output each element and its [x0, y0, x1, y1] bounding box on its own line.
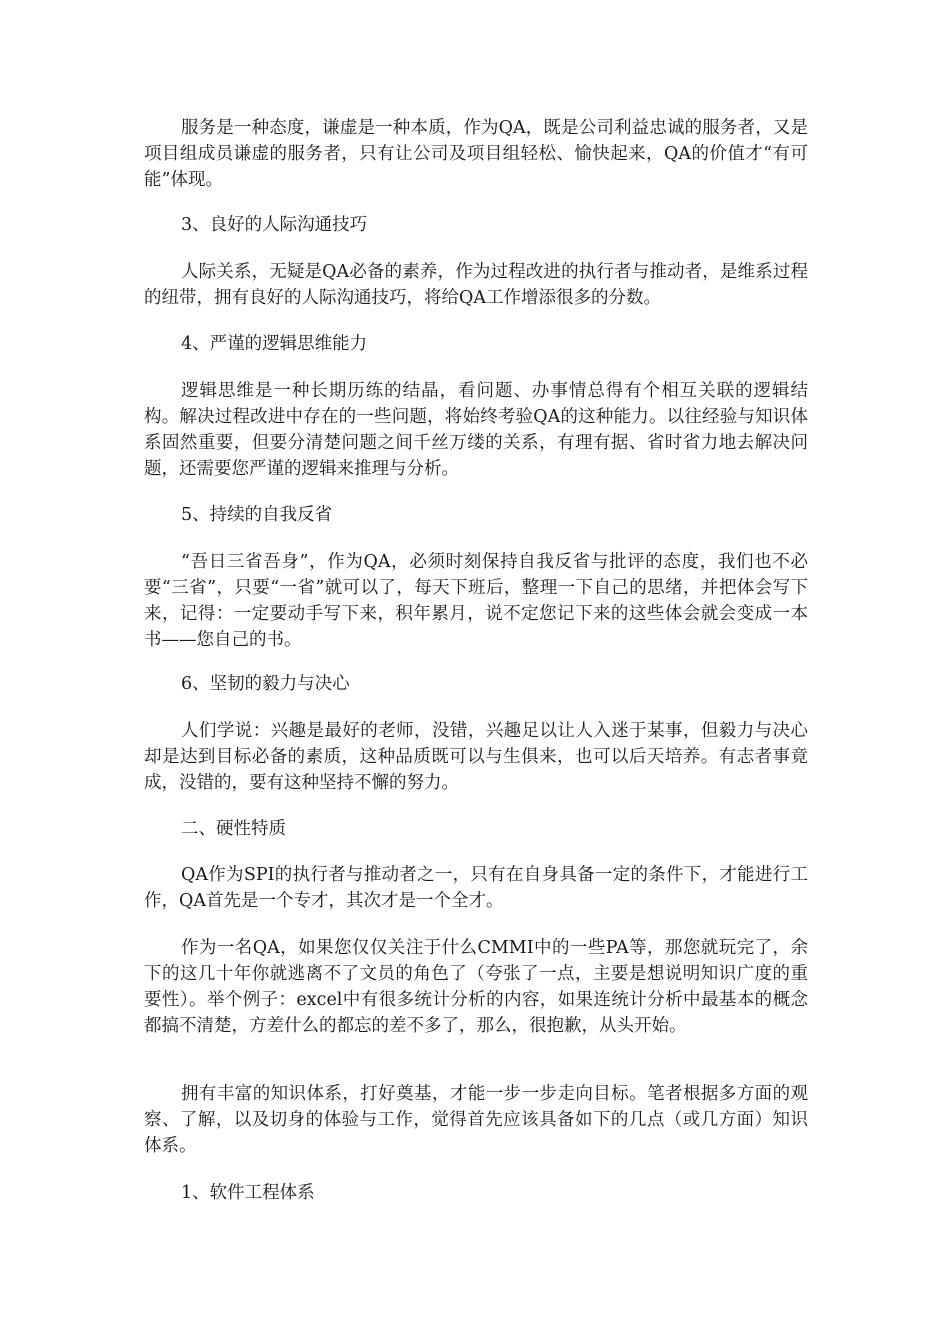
paragraph-perseverance: 人们学说：兴趣是最好的老师，没错，兴趣足以让人入迷于某事，但毅力与决心却是达到目标必备的素质，这种品质既可以与生俱来，也可以后天培养。有志者事竟成，没错的，要有这种坚持不懈的努力。	[144, 721, 808, 793]
paragraph-service-attitude: 服务是一种态度，谦虚是一种本质，作为QA，既是公司利益忠诚的服务者，又是项目组成员谦虚的服务者，只有让公司及项目组轻松、愉快起来，QA的价值才“有可能”体现。	[144, 118, 808, 190]
paragraph-knowledge-breadth: 作为一名QA，如果您仅仅关注于什么CMMI中的一些PA等，那您就玩完了，余下的这几十年你就逃离不了文员的角色了（夸张了一点，主要是想说明知识广度的重要性）。举个例子：excel中有很多统计分析的内容，如果连统计分析中最基本的概念都搞不清楚，方差什么的都忘的差不多了，那么，很抱歉，从头开始。	[144, 938, 808, 1036]
heading-hard-qualities: 二、硬性特质	[181, 819, 286, 839]
heading-perseverance: 6、坚韧的毅力与决心	[181, 674, 350, 694]
heading-self-reflection: 5、持续的自我反省	[181, 505, 333, 525]
paragraph-knowledge-system: 拥有丰富的知识体系，打好奠基，才能一步一步走向目标。笔者根据多方面的观察、了解，以及切身的体验与工作，觉得首先应该具备如下的几点（或几方面）知识体系。	[144, 1084, 808, 1156]
paragraph-interpersonal: 人际关系，无疑是QA必备的素养，作为过程改进的执行者与推动者，是维系过程的纽带，拥有良好的人际沟通技巧，将给QA工作增添很多的分数。	[144, 262, 808, 308]
heading-logical-thinking: 4、严谨的逻辑思维能力	[181, 334, 368, 354]
paragraph-logical-thinking: 逻辑思维是一种长期历练的结晶，看问题、办事情总得有个相互关联的逻辑结构。解决过程改进中存在的一些问题，将始终考验QA的这种能力。以往经验与知识体系固然重要，但要分清楚问题之间千丝万缕的关系，有理有据、省时省力地去解决问题，还需要您严谨的逻辑来推理与分析。	[144, 381, 808, 479]
paragraph-qa-spi: QA作为SPI的执行者与推动者之一，只有在自身具备一定的条件下，才能进行工作，QA首先是一个专才，其次才是一个全才。	[144, 865, 808, 911]
heading-communication-skills: 3、良好的人际沟通技巧	[181, 215, 368, 235]
paragraph-self-reflection: “吾日三省吾身”，作为QA，必须时刻保持自我反省与批评的态度，我们也不必要“三省”，只要“一省”就可以了，每天下班后，整理一下自己的思绪，并把体会写下来，记得：一定要动手写下来，积年累月，说不定您记下来的这些体会就会变成一本书——您自己的书。	[144, 552, 808, 650]
heading-software-engineering: 1、软件工程体系	[181, 1183, 315, 1203]
